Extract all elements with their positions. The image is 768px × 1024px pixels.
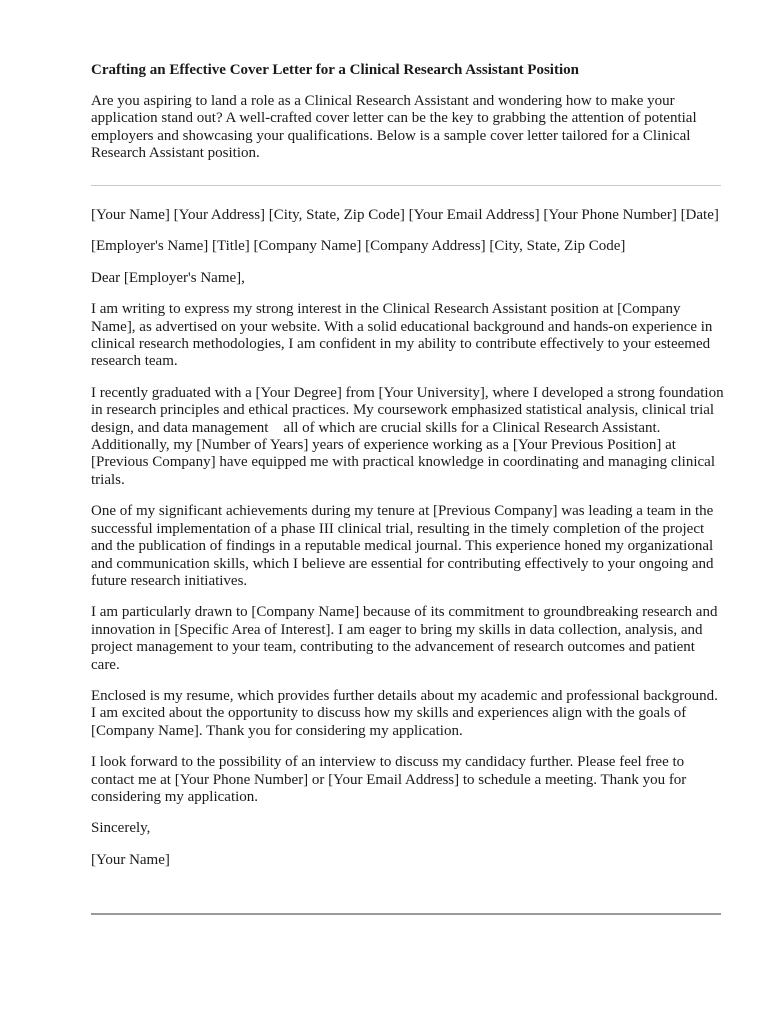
closing: Sincerely, [91,820,151,837]
signature: [Your Name] [91,851,170,868]
intro-paragraph: Are you aspiring to land a role as a Clinical Research Assistant and wondering how to make your application stand out? A well-crafted cover letter can be the key to grabbing the attention of potential employers and showcasing your qualifications. Below is a sample cover letter tailored for a Clinical Research Assistant position. [91,93,697,162]
document-title: Crafting an Effective Cover Letter for a Clinical Research Assistant Position [91,62,579,78]
bottom-divider [91,913,721,915]
body-paragraph: Enclosed is my resume, which provides further details about my academic and professional background. I am excited about the opportunity to discuss how my skills and experiences align with the goals of [Company Name]. Thank you for considering my application. [91,687,718,739]
body-paragraph: I recently graduated with a [Your Degree] from [Your University], where I developed a strong foundation in research principles and ethical practices. My coursework emphasized statistical analysis, clinical trial design, and data management all of which are crucial skills for a Clinical Research Assistant. Additionally, my [Number of Years] years of experience working as a [Your Previous Position] at [Previous Company] have equipped me with practical knowledge in coordinating and managing clinical trials. [91,384,728,488]
sender-block: [Your Name] [Your Address] [City, State, Zip Code] [Your Email Address] [Your Phone Number] [Date] [91,207,719,223]
body-paragraph: I am writing to express my strong interest in the Clinical Research Assistant position at [Company Name], as advertised on your website. With a solid educational background and hands-on experience in clinical research methodologies, I am confident in my ability to contribute effectively to your esteemed research team. [91,301,713,370]
salutation: Dear [Employer's Name], [91,269,245,286]
body-paragraph: I look forward to the possibility of an interview to discuss my candidacy further. Please feel free to contact me at [Your Phone Number] or [Your Email Address] to schedule a meeting. Thank you for considering my application. [91,754,687,805]
top-divider [91,185,721,186]
recipient-block: [Employer's Name] [Title] [Company Name] [Company Address] [City, State, Zip Code] [91,238,626,255]
cover-letter [91,207,728,883]
body-paragraph: One of my significant achievements during my tenure at [Previous Company] was leading a team in the successful implementation of a phase III clinical trial, resulting in the timely completion of the project and the publication of findings in a reputable medical journal. This experience honed my organizational and communication skills, which I believe are essential for contributing effectively to your ongoing and future research initiatives. [91,503,714,589]
body-paragraph: I am particularly drawn to [Company Name] because of its commitment to groundbreaking research and innovation in [Specific Area of Interest]. I am eager to bring my skills in data collection, analysis, and project management to your team, contributing to the advancement of research outcomes and patient care. [91,604,718,673]
